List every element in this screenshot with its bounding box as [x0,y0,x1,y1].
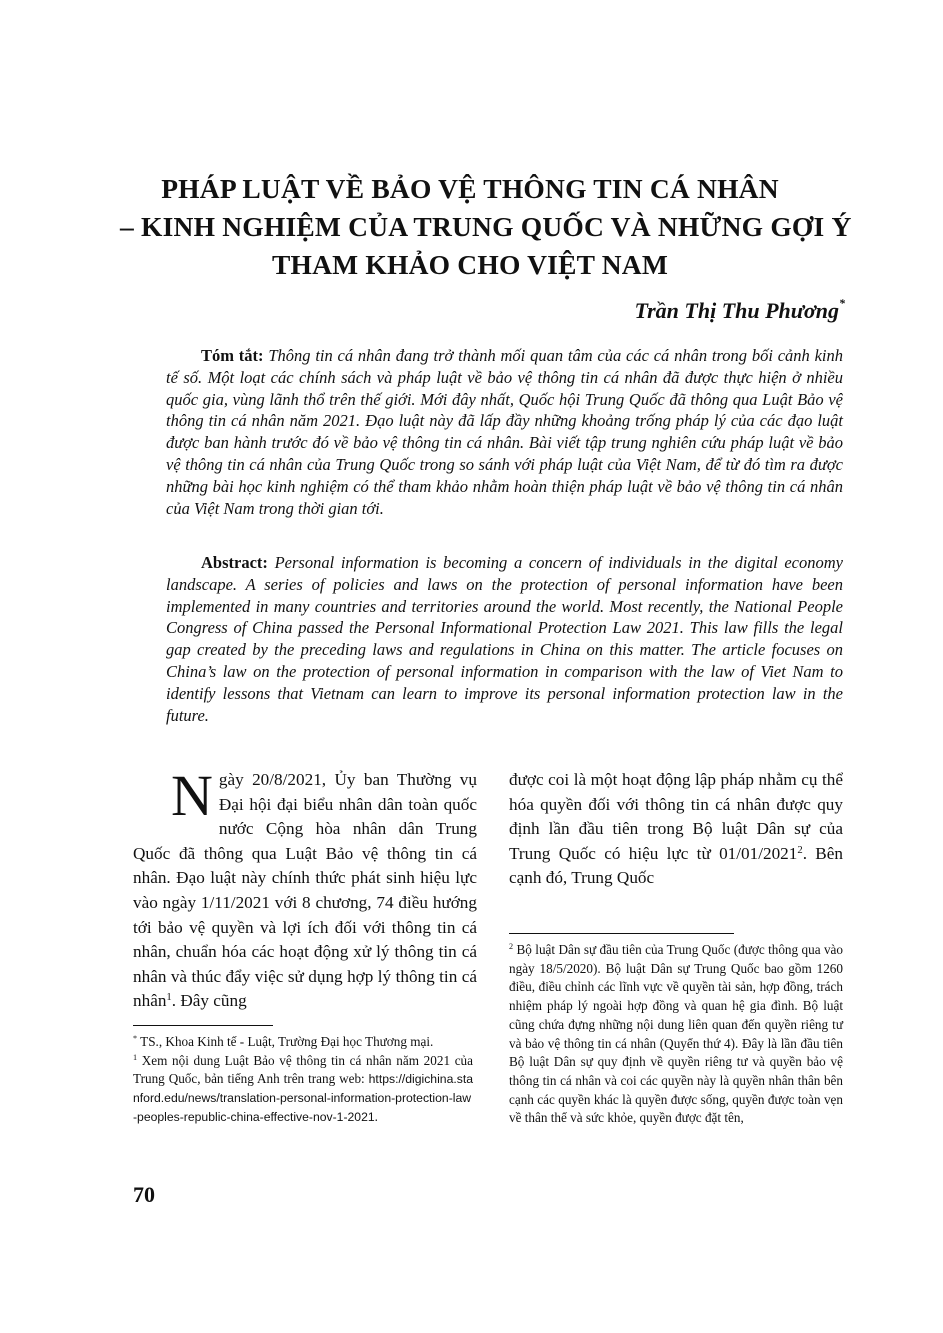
page-number: 70 [133,1182,155,1207]
footnote-star-text: TS., Khoa Kinh tế - Luật, Trường Đại học Thương mại. [137,1034,434,1049]
body-right-text: được coi là một hoạt động lập pháp nhằm cụ thể hóa quyền đối với thông tin cá nhân được quy định lần đầu tiên trong Bộ luật Dân sự của Trung Quốc có hiệu lực từ 01/01/2021 [509,770,843,863]
title-line-3: THAM KHẢO CHO VIỆT NAM [271,249,669,280]
footnotes-left [133,1033,473,1127]
abstract-en-text: Personal information is becoming a concern of individuals in the digital economy landscape. A series of policies and laws on the protection of personal information have been implemented in many countries and territories around the world. Most recently, the National People Congress of China passed the Personal Informational Protection Law 2021. This law fills the legal gap created by the preceding laws and regulations in China on this matter. The article focuses on China’s law on the protection of personal information in comparison with the law of Viet Nam to identify lessons that Vietnam can learn to improve its personal information protection law in the future. [166,553,843,725]
title-line-2: – KINH NGHIỆM CỦA TRUNG QUỐC VÀ NHỮNG GỢI Ý [120,211,852,242]
body-column-right [509,768,843,891]
footnote-1-text: Xem nội dung Luật Bảo vệ thông tin cá nhân năm 2021 của Trung Quốc, bản tiếng Anh trên trang web: [133,1052,473,1087]
footnote-2 [509,941,843,1128]
abstract-vn-label: Tóm tắt: [201,346,264,365]
abstract-vn-text: Thông tin cá nhân đang trở thành mối quan tâm của các cá nhân trong bối cảnh kinh tế số. Một loạt các chính sách và pháp luật về bảo vệ thông tin cá nhân đã được thực hiện ở nhiều quốc gia, vùng lãnh thổ trên thế giới. Mới đây nhất, Quốc hội Trung Quốc đã thông qua Luật Bảo vệ thông tin cá nhân năm 2021. Đạo luật này đã lấp đầy những khoảng trống pháp lý của các đạo luật được ban hành trước đó về bảo vệ thông tin cá nhân. Bài viết tập trung nghiên cứu pháp luật về bảo vệ thông tin cá nhân của Trung Quốc trong so sánh với pháp luật của Việt Nam, để từ đó tìm ra được những bài học kinh nghiệm có thể tham khảo nhằm hoàn thiện pháp luật về bảo vệ thông tin cá nhân của Việt Nam trong thời gian tới. [166,346,844,518]
abstract-english [166,552,843,726]
footnote-1-url[interactable]: https://digichina.stanford.edu/news/translation-personal-information-protection-law-peoples-republic-china-effective-nov-1-2021 [133,1072,473,1124]
footnote-1-mark: 1 [133,1052,138,1062]
footnote-star-mark: * [133,1034,138,1043]
footnote-1-end: . [374,1108,378,1124]
abstract-vietnamese [166,345,843,519]
footnote-ref-2: 2 [797,844,803,856]
body-column-left [133,763,477,1014]
abstract-en-label: Abstract: [201,553,268,572]
body-left-text-end: . Đây cũng [171,991,247,1011]
author [634,298,845,324]
footnote-divider-left [133,1025,273,1026]
body-right-text-end: . Bên cạnh đó, Trung Quốc [509,843,843,888]
footnote-2-mark: 2 [509,942,514,951]
article-title [120,170,852,284]
footnote-2-text: Bộ luật Dân sự đầu tiên của Trung Quốc (được thông qua vào ngày 18/5/2020). Bộ luật Dân sự Trung Quốc bao gồm 1260 điều, điều chỉnh các lĩnh vực về quyền tài sản, hợp đồng, trách nhiệm pháp lý ngoài hợp đồng và quan hệ gia đình. Bộ luật cũng chứa đựng những nội dung liên quan đến quyền riêng tư và bảo vệ thông tin cá nhân (Quyển thứ 4). Đây là lần đầu tiên Bộ luật Dân sự quy định về quyền riêng tư và quyền bảo vệ thông tin cá nhân và coi các quyền này là quyền nhân thân bên cạnh các quyền khác là quyền được sống, quyền được toàn vẹn về thân thể và sức khỏe, quyền được đặt tên, [509,942,843,1126]
footnote-divider-right [509,933,734,934]
footnote-ref-1: 1 [166,992,172,1004]
title-line-1: PHÁP LUẬT VỀ BẢO VỆ THÔNG TIN CÁ NHÂN [161,173,779,204]
footnotes-right [509,941,843,1128]
footnote-author [133,1033,473,1052]
author-name: Trần Thị Thu Phương [634,298,839,323]
body-left-text: gày 20/8/2021, Ủy ban Thường vụ Đại hội đại biểu nhân dân toàn quốc nước Cộng hòa nhân dân Trung Quốc đã thông qua Luật Bảo vệ thông tin cá nhân. Đạo luật này chính thức phát sinh hiệu lực vào ngày 1/11/2021 với 8 chương, 74 điều hướng tới bảo vệ quyền và lợi ích đối với thông tin cá nhân, chuẩn hóa các hoạt động xử lý thông tin cá nhân và thúc đẩy việc sử dụng hợp lý thông tin cá nhân [133,770,477,1011]
footnote-1 [133,1052,473,1127]
author-footnote-mark: * [839,296,845,310]
drop-cap: N [171,763,213,828]
